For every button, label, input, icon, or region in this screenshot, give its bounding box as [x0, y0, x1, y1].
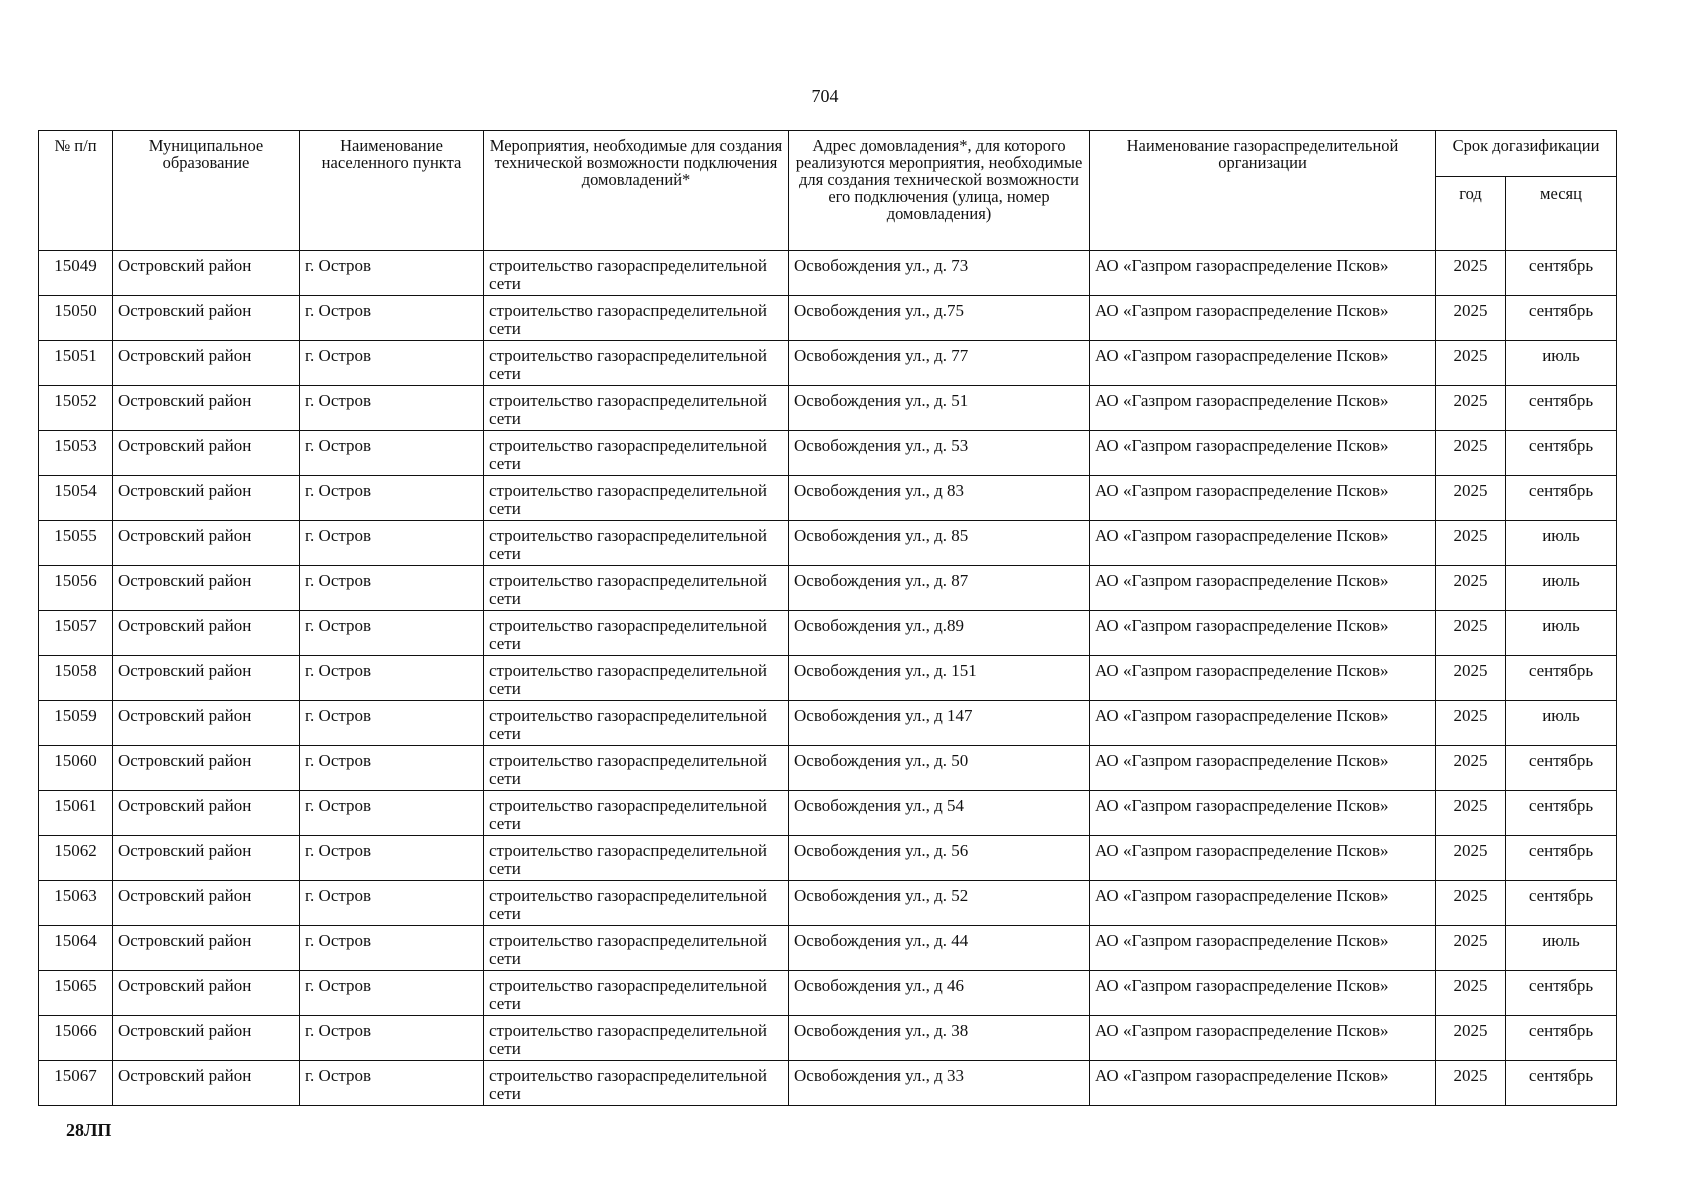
- cell-organization: АО «Газпром газораспределение Псков»: [1090, 296, 1436, 341]
- cell-municipality: Островский район: [113, 1016, 300, 1061]
- header-num: № п/п: [39, 131, 113, 251]
- table-row: [39, 1061, 1617, 1106]
- header-month: месяц: [1506, 177, 1617, 251]
- cell-settlement: г. Остров: [300, 746, 484, 791]
- table-row: [39, 746, 1617, 791]
- cell-activity: строительство газораспределительной сети: [484, 971, 789, 1016]
- cell-year: 2025: [1436, 296, 1506, 341]
- cell-address: Освобождения ул., д. 56: [789, 836, 1090, 881]
- cell-month: сентябрь: [1506, 746, 1617, 791]
- cell-activity: строительство газораспределительной сети: [484, 296, 789, 341]
- table-row: [39, 701, 1617, 746]
- cell-municipality: Островский район: [113, 746, 300, 791]
- cell-settlement: г. Остров: [300, 1061, 484, 1106]
- cell-municipality: Островский район: [113, 386, 300, 431]
- cell-address: Освобождения ул., д. 73: [789, 251, 1090, 296]
- cell-year: 2025: [1436, 386, 1506, 431]
- cell-num: 15067: [39, 1061, 113, 1106]
- table-row: [39, 656, 1617, 701]
- cell-year: 2025: [1436, 431, 1506, 476]
- table-row: [39, 251, 1617, 296]
- cell-address: Освобождения ул., д. 52: [789, 881, 1090, 926]
- page-number: 704: [811, 86, 839, 106]
- cell-settlement: г. Остров: [300, 251, 484, 296]
- table-body: [39, 251, 1617, 1106]
- cell-municipality: Островский район: [113, 701, 300, 746]
- table-row: [39, 296, 1617, 341]
- cell-num: 15059: [39, 701, 113, 746]
- cell-month: июль: [1506, 521, 1617, 566]
- cell-month: сентябрь: [1506, 431, 1617, 476]
- cell-address: Освобождения ул., д 46: [789, 971, 1090, 1016]
- cell-organization: АО «Газпром газораспределение Псков»: [1090, 791, 1436, 836]
- cell-settlement: г. Остров: [300, 971, 484, 1016]
- header-organization: Наименование газораспределительной организации: [1090, 131, 1436, 251]
- cell-municipality: Островский район: [113, 476, 300, 521]
- cell-activity: строительство газораспределительной сети: [484, 926, 789, 971]
- cell-month: сентябрь: [1506, 971, 1617, 1016]
- cell-year: 2025: [1436, 1061, 1506, 1106]
- cell-organization: АО «Газпром газораспределение Псков»: [1090, 521, 1436, 566]
- cell-num: 15060: [39, 746, 113, 791]
- cell-activity: строительство газораспределительной сети: [484, 791, 789, 836]
- cell-month: июль: [1506, 341, 1617, 386]
- cell-organization: АО «Газпром газораспределение Псков»: [1090, 746, 1436, 791]
- cell-num: 15053: [39, 431, 113, 476]
- cell-month: сентябрь: [1506, 836, 1617, 881]
- cell-address: Освобождения ул., д. 50: [789, 746, 1090, 791]
- cell-address: Освобождения ул., д. 53: [789, 431, 1090, 476]
- table-row: [39, 611, 1617, 656]
- cell-municipality: Островский район: [113, 611, 300, 656]
- cell-settlement: г. Остров: [300, 521, 484, 566]
- cell-organization: АО «Газпром газораспределение Псков»: [1090, 431, 1436, 476]
- cell-month: сентябрь: [1506, 881, 1617, 926]
- cell-year: 2025: [1436, 521, 1506, 566]
- cell-municipality: Островский район: [113, 971, 300, 1016]
- cell-year: 2025: [1436, 341, 1506, 386]
- header-year: год: [1436, 177, 1506, 251]
- cell-organization: АО «Газпром газораспределение Псков»: [1090, 386, 1436, 431]
- cell-num: 15064: [39, 926, 113, 971]
- cell-activity: строительство газораспределительной сети: [484, 1016, 789, 1061]
- cell-municipality: Островский район: [113, 566, 300, 611]
- cell-month: июль: [1506, 701, 1617, 746]
- cell-month: сентябрь: [1506, 386, 1617, 431]
- cell-month: июль: [1506, 926, 1617, 971]
- cell-municipality: Островский район: [113, 251, 300, 296]
- cell-num: 15056: [39, 566, 113, 611]
- cell-year: 2025: [1436, 656, 1506, 701]
- cell-municipality: Островский район: [113, 431, 300, 476]
- cell-month: сентябрь: [1506, 791, 1617, 836]
- cell-activity: строительство газораспределительной сети: [484, 386, 789, 431]
- cell-organization: АО «Газпром газораспределение Псков»: [1090, 1061, 1436, 1106]
- cell-municipality: Островский район: [113, 791, 300, 836]
- cell-address: Освобождения ул., д. 151: [789, 656, 1090, 701]
- header-municipality: Муниципальное образование: [113, 131, 300, 251]
- cell-year: 2025: [1436, 746, 1506, 791]
- cell-municipality: Островский район: [113, 656, 300, 701]
- cell-year: 2025: [1436, 476, 1506, 521]
- cell-num: 15049: [39, 251, 113, 296]
- cell-year: 2025: [1436, 611, 1506, 656]
- cell-settlement: г. Остров: [300, 476, 484, 521]
- cell-address: Освобождения ул., д. 38: [789, 1016, 1090, 1061]
- cell-organization: АО «Газпром газораспределение Псков»: [1090, 971, 1436, 1016]
- cell-settlement: г. Остров: [300, 386, 484, 431]
- cell-num: 15050: [39, 296, 113, 341]
- cell-num: 15061: [39, 791, 113, 836]
- cell-organization: АО «Газпром газораспределение Псков»: [1090, 251, 1436, 296]
- table-row: [39, 521, 1617, 566]
- cell-activity: строительство газораспределительной сети: [484, 611, 789, 656]
- cell-year: 2025: [1436, 701, 1506, 746]
- cell-month: сентябрь: [1506, 251, 1617, 296]
- cell-activity: строительство газораспределительной сети: [484, 656, 789, 701]
- cell-address: Освобождения ул., д. 44: [789, 926, 1090, 971]
- table-row: [39, 386, 1617, 431]
- cell-activity: строительство газораспределительной сети: [484, 1061, 789, 1106]
- cell-activity: строительство газораспределительной сети: [484, 836, 789, 881]
- cell-num: 15062: [39, 836, 113, 881]
- cell-num: 15063: [39, 881, 113, 926]
- cell-settlement: г. Остров: [300, 926, 484, 971]
- cell-settlement: г. Остров: [300, 611, 484, 656]
- cell-year: 2025: [1436, 566, 1506, 611]
- cell-settlement: г. Остров: [300, 836, 484, 881]
- table-row: [39, 881, 1617, 926]
- cell-year: 2025: [1436, 791, 1506, 836]
- cell-month: июль: [1506, 611, 1617, 656]
- cell-organization: АО «Газпром газораспределение Псков»: [1090, 701, 1436, 746]
- cell-municipality: Островский район: [113, 1061, 300, 1106]
- cell-year: 2025: [1436, 926, 1506, 971]
- table-row: [39, 566, 1617, 611]
- cell-month: июль: [1506, 566, 1617, 611]
- cell-year: 2025: [1436, 1016, 1506, 1061]
- cell-organization: АО «Газпром газораспределение Псков»: [1090, 611, 1436, 656]
- cell-settlement: г. Остров: [300, 431, 484, 476]
- cell-activity: строительство газораспределительной сети: [484, 521, 789, 566]
- cell-activity: строительство газораспределительной сети: [484, 251, 789, 296]
- cell-activity: строительство газораспределительной сети: [484, 431, 789, 476]
- table-header: [39, 131, 1617, 251]
- cell-organization: АО «Газпром газораспределение Псков»: [1090, 836, 1436, 881]
- cell-num: 15057: [39, 611, 113, 656]
- cell-municipality: Островский район: [113, 836, 300, 881]
- cell-address: Освобождения ул., д. 51: [789, 386, 1090, 431]
- cell-address: Освобождения ул., д.75: [789, 296, 1090, 341]
- cell-num: 15066: [39, 1016, 113, 1061]
- cell-address: Освобождения ул., д 83: [789, 476, 1090, 521]
- cell-settlement: г. Остров: [300, 566, 484, 611]
- gasification-table: [38, 130, 1617, 1106]
- cell-settlement: г. Остров: [300, 701, 484, 746]
- cell-month: сентябрь: [1506, 476, 1617, 521]
- cell-year: 2025: [1436, 881, 1506, 926]
- header-term: Срок догазификации: [1436, 131, 1617, 177]
- cell-settlement: г. Остров: [300, 296, 484, 341]
- cell-month: сентябрь: [1506, 1061, 1617, 1106]
- cell-organization: АО «Газпром газораспределение Псков»: [1090, 1016, 1436, 1061]
- table-row: [39, 1016, 1617, 1061]
- cell-num: 15065: [39, 971, 113, 1016]
- cell-municipality: Островский район: [113, 521, 300, 566]
- table-row: [39, 476, 1617, 521]
- cell-organization: АО «Газпром газораспределение Псков»: [1090, 476, 1436, 521]
- cell-organization: АО «Газпром газораспределение Псков»: [1090, 881, 1436, 926]
- footer-code: 28ЛП: [66, 1120, 112, 1140]
- cell-month: сентябрь: [1506, 1016, 1617, 1061]
- cell-num: 15055: [39, 521, 113, 566]
- cell-municipality: Островский район: [113, 341, 300, 386]
- cell-municipality: Островский район: [113, 881, 300, 926]
- cell-year: 2025: [1436, 971, 1506, 1016]
- cell-activity: строительство газораспределительной сети: [484, 881, 789, 926]
- cell-settlement: г. Остров: [300, 656, 484, 701]
- cell-organization: АО «Газпром газораспределение Псков»: [1090, 341, 1436, 386]
- cell-activity: строительство газораспределительной сети: [484, 746, 789, 791]
- cell-settlement: г. Остров: [300, 791, 484, 836]
- cell-address: Освобождения ул., д 147: [789, 701, 1090, 746]
- cell-address: Освобождения ул., д. 87: [789, 566, 1090, 611]
- cell-settlement: г. Остров: [300, 341, 484, 386]
- cell-organization: АО «Газпром газораспределение Псков»: [1090, 656, 1436, 701]
- table-row: [39, 341, 1617, 386]
- cell-address: Освобождения ул., д 33: [789, 1061, 1090, 1106]
- cell-num: 15052: [39, 386, 113, 431]
- header-activity: Мероприятия, необходимые для создания технической возможности подключения домовладений*: [484, 131, 789, 251]
- cell-municipality: Островский район: [113, 296, 300, 341]
- cell-activity: строительство газораспределительной сети: [484, 341, 789, 386]
- cell-month: сентябрь: [1506, 656, 1617, 701]
- cell-settlement: г. Остров: [300, 881, 484, 926]
- cell-address: Освобождения ул., д. 77: [789, 341, 1090, 386]
- table-row: [39, 791, 1617, 836]
- cell-num: 15051: [39, 341, 113, 386]
- cell-month: сентябрь: [1506, 296, 1617, 341]
- header-address: Адрес домовладения*, для которого реализуются мероприятия, необходимые для создания технической возможности его подключения (улица, номер домовладения): [789, 131, 1090, 251]
- cell-activity: строительство газораспределительной сети: [484, 566, 789, 611]
- cell-year: 2025: [1436, 836, 1506, 881]
- cell-year: 2025: [1436, 251, 1506, 296]
- table-row: [39, 431, 1617, 476]
- cell-organization: АО «Газпром газораспределение Псков»: [1090, 566, 1436, 611]
- cell-num: 15058: [39, 656, 113, 701]
- cell-address: Освобождения ул., д 54: [789, 791, 1090, 836]
- cell-activity: строительство газораспределительной сети: [484, 476, 789, 521]
- cell-activity: строительство газораспределительной сети: [484, 701, 789, 746]
- cell-municipality: Островский район: [113, 926, 300, 971]
- table-row: [39, 971, 1617, 1016]
- cell-num: 15054: [39, 476, 113, 521]
- cell-address: Освобождения ул., д.89: [789, 611, 1090, 656]
- header-settlement: Наименование населенного пункта: [300, 131, 484, 251]
- table-row: [39, 926, 1617, 971]
- table-row: [39, 836, 1617, 881]
- cell-address: Освобождения ул., д. 85: [789, 521, 1090, 566]
- cell-settlement: г. Остров: [300, 1016, 484, 1061]
- cell-organization: АО «Газпром газораспределение Псков»: [1090, 926, 1436, 971]
